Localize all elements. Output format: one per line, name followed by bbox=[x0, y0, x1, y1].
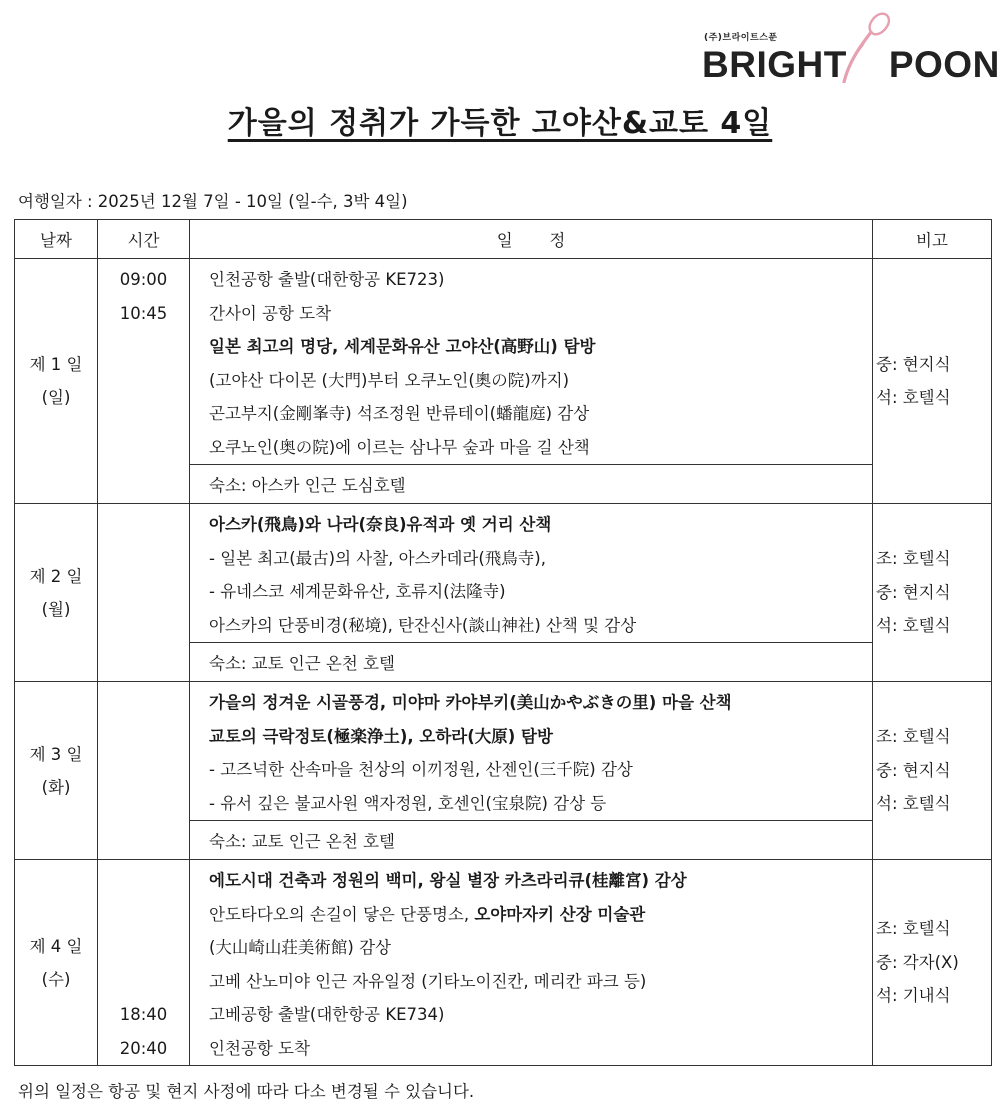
schedule-cell: 가을의 정겨운 시골풍경, 미야마 카야부키(美山かやぶきの里) 마을 산책 교토의 극락정토(極楽浄土), 오하라(大原) 탐방 - 고즈넉한 산속마을 천상의 이끼정원, 산젠인(三千院) 감상 - 유서 깊은 불교사원 액자정원, 호센인(宝泉院) 감상 등 bbox=[190, 682, 873, 821]
header-notes: 비고 bbox=[873, 220, 992, 259]
table-row bbox=[15, 860, 992, 1066]
itinerary-table bbox=[14, 219, 992, 1066]
time-cell: 18:40 20:40 bbox=[98, 860, 190, 1066]
day-cell: 제 1 일 (일) bbox=[15, 259, 98, 504]
time-cell bbox=[98, 682, 190, 860]
table-header-row bbox=[15, 220, 992, 259]
notes-cell: 중: 현지식 석: 호텔식 bbox=[873, 259, 992, 504]
schedule-cell: 아스카(飛鳥)와 나라(奈良)유적과 옛 거리 산책 - 일본 최고(最古)의 사찰, 아스카데라(飛鳥寺), - 유네스코 세계문화유산, 호류지(法隆寺) 아스카의 단풍비경(秘境), 탄잔신사(談山神社) 산책 및 감상 bbox=[190, 504, 873, 643]
notes-cell: 조: 호텔식 중: 각자(X) 석: 기내식 bbox=[873, 860, 992, 1066]
table-row bbox=[15, 504, 992, 643]
schedule-cell: 인천공항 출발(대한항공 KE723) 간사이 공항 도착 일본 최고의 명당, 세계문화유산 고야산(高野山) 탐방 (고야산 다이몬 (大門)부터 오쿠노인(奧の院)까지) 곤고부지(金剛峯寺) 석조정원 반류테이(蟠龍庭) 감상 오쿠노인(奥の院)에 이르는 삼나무 숲과 마을 길 산책 bbox=[190, 259, 873, 465]
page-title: 가을의 정취가 가득한 고야산&교토 4일 bbox=[227, 106, 773, 141]
brightspoon-logo bbox=[700, 8, 1000, 85]
spoon-icon bbox=[820, 8, 900, 83]
lodging-cell: 숙소: 교토 인근 온천 호텔 bbox=[190, 643, 873, 682]
brand-part-2: POON bbox=[888, 44, 1000, 85]
time-cell: 09:00 10:45 bbox=[98, 259, 190, 504]
table-row bbox=[15, 682, 992, 821]
brand-part-1: BRIGHT bbox=[702, 44, 847, 85]
lodging-cell: 숙소: 교토 인근 온천 호텔 bbox=[190, 821, 873, 860]
company-name-small: (주)브라이트스푼 bbox=[704, 33, 778, 43]
lodging-cell: 숙소: 아스카 인근 도심호텔 bbox=[190, 465, 873, 504]
travel-period: 여행일자 : 2025년 12월 7일 - 10일 (일-수, 3박 4일) bbox=[18, 192, 408, 211]
day-cell: 제 4 일 (수) bbox=[15, 860, 98, 1066]
notes-cell: 조: 호텔식 중: 현지식 석: 호텔식 bbox=[873, 504, 992, 682]
table-row bbox=[15, 259, 992, 465]
footer-note: 위의 일정은 항공 및 현지 사정에 따라 다소 변경될 수 있습니다. bbox=[18, 1082, 475, 1101]
schedule-cell: 에도시대 건축과 정원의 백미, 왕실 별장 카츠라리큐(桂離宮) 감상 안도타다오의 손길이 닿은 단풍명소, 오야마자키 산장 미술관 (大山崎山荘美術館) 감상 고베 산노미야 인근 자유일정 (기타노이진칸, 메리칸 파크 등) 고베공항 출발(대한항공 KE734) 인천공항 도착 bbox=[190, 860, 873, 1066]
time-cell bbox=[98, 504, 190, 682]
header-date: 날짜 bbox=[15, 220, 98, 259]
day-cell: 제 2 일 (월) bbox=[15, 504, 98, 682]
header-schedule: 일 정 bbox=[190, 220, 873, 259]
header-time: 시간 bbox=[98, 220, 190, 259]
notes-cell: 조: 호텔식 중: 현지식 석: 호텔식 bbox=[873, 682, 992, 860]
day-cell: 제 3 일 (화) bbox=[15, 682, 98, 860]
